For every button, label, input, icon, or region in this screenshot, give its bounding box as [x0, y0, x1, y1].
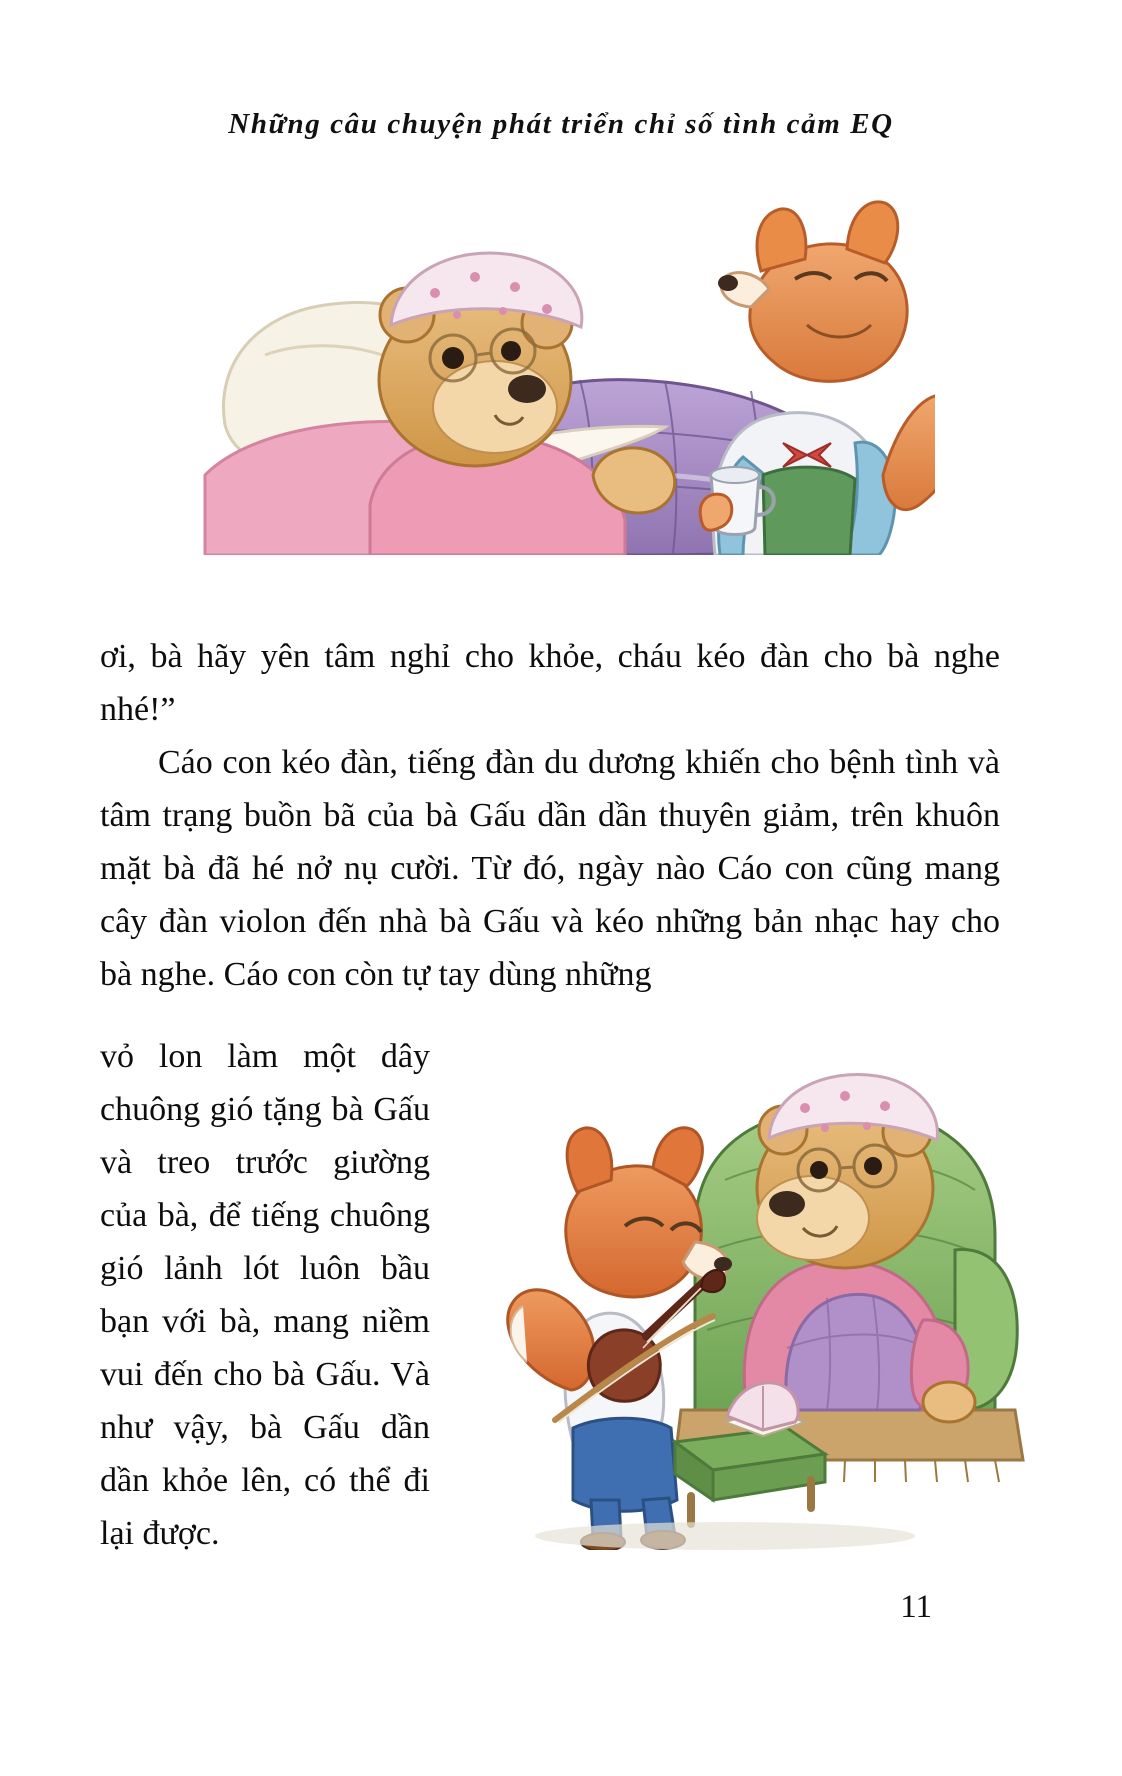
fox-nose: [718, 275, 738, 291]
wrapped-paragraph: vỏ lon làm một dây chuông gió tặng bà Gấu và treo trước giường của bà, để tiếng chuông gió lảnh lót luôn bầu bạn với bà, mang niềm vui đến cho bà Gấu. Và như vậy, bà Gấu dần dần khỏe lên, có thể đi lại được.: [100, 1038, 430, 1552]
fox-vest: [763, 467, 855, 555]
bear-muzzle: [433, 361, 557, 453]
bear-in-bed-with-fox-illustration: [195, 175, 935, 555]
cup-rim: [711, 467, 759, 483]
bottom-illustration-svg: [395, 1030, 1035, 1550]
body-text-block: [100, 630, 1000, 1001]
fox-tail: [883, 395, 935, 510]
paragraph-main: Cáo con kéo đàn, tiếng đàn du dương khiến cho bệnh tình và tâm trạng buồn bã của bà Gấu dần dần thuyên giảm, trên khuôn mặt bà đã hé nở nụ cười. Từ đó, ngày nào Cáo con cũng mang cây đàn violon đến nhà bà Gấu và kéo những bản nhạc hay cho bà nghe. Cáo con còn tự tay dùng những: [100, 744, 1000, 993]
fox-ear-left: [757, 209, 806, 271]
top-illustration-svg: [195, 175, 935, 555]
bear-eye-left-2: [810, 1161, 828, 1179]
fox-playing-violin-for-bear-illustration: [395, 1030, 1035, 1550]
fox-ear-left-2: [567, 1128, 612, 1192]
bear-eye-right: [501, 341, 521, 361]
bear-eye-right-2: [864, 1157, 882, 1175]
page-number: 11: [900, 1589, 932, 1625]
page-header-title: Những câu chuyện phát triển chỉ số tình cảm EQ: [228, 108, 894, 140]
bear-eye-left: [442, 347, 464, 369]
fox-nose-2: [714, 1257, 732, 1271]
floor-shadow: [535, 1522, 915, 1550]
bear-nose-2: [769, 1191, 805, 1217]
bear-nose: [508, 375, 546, 403]
paragraph-continuation: ơi, bà hãy yên tâm nghỉ cho khỏe, cháu kéo đàn cho bà nghe nhé!”: [100, 638, 1000, 728]
bear-paw-right: [923, 1382, 975, 1422]
wrapped-text-column: [100, 1030, 430, 1560]
